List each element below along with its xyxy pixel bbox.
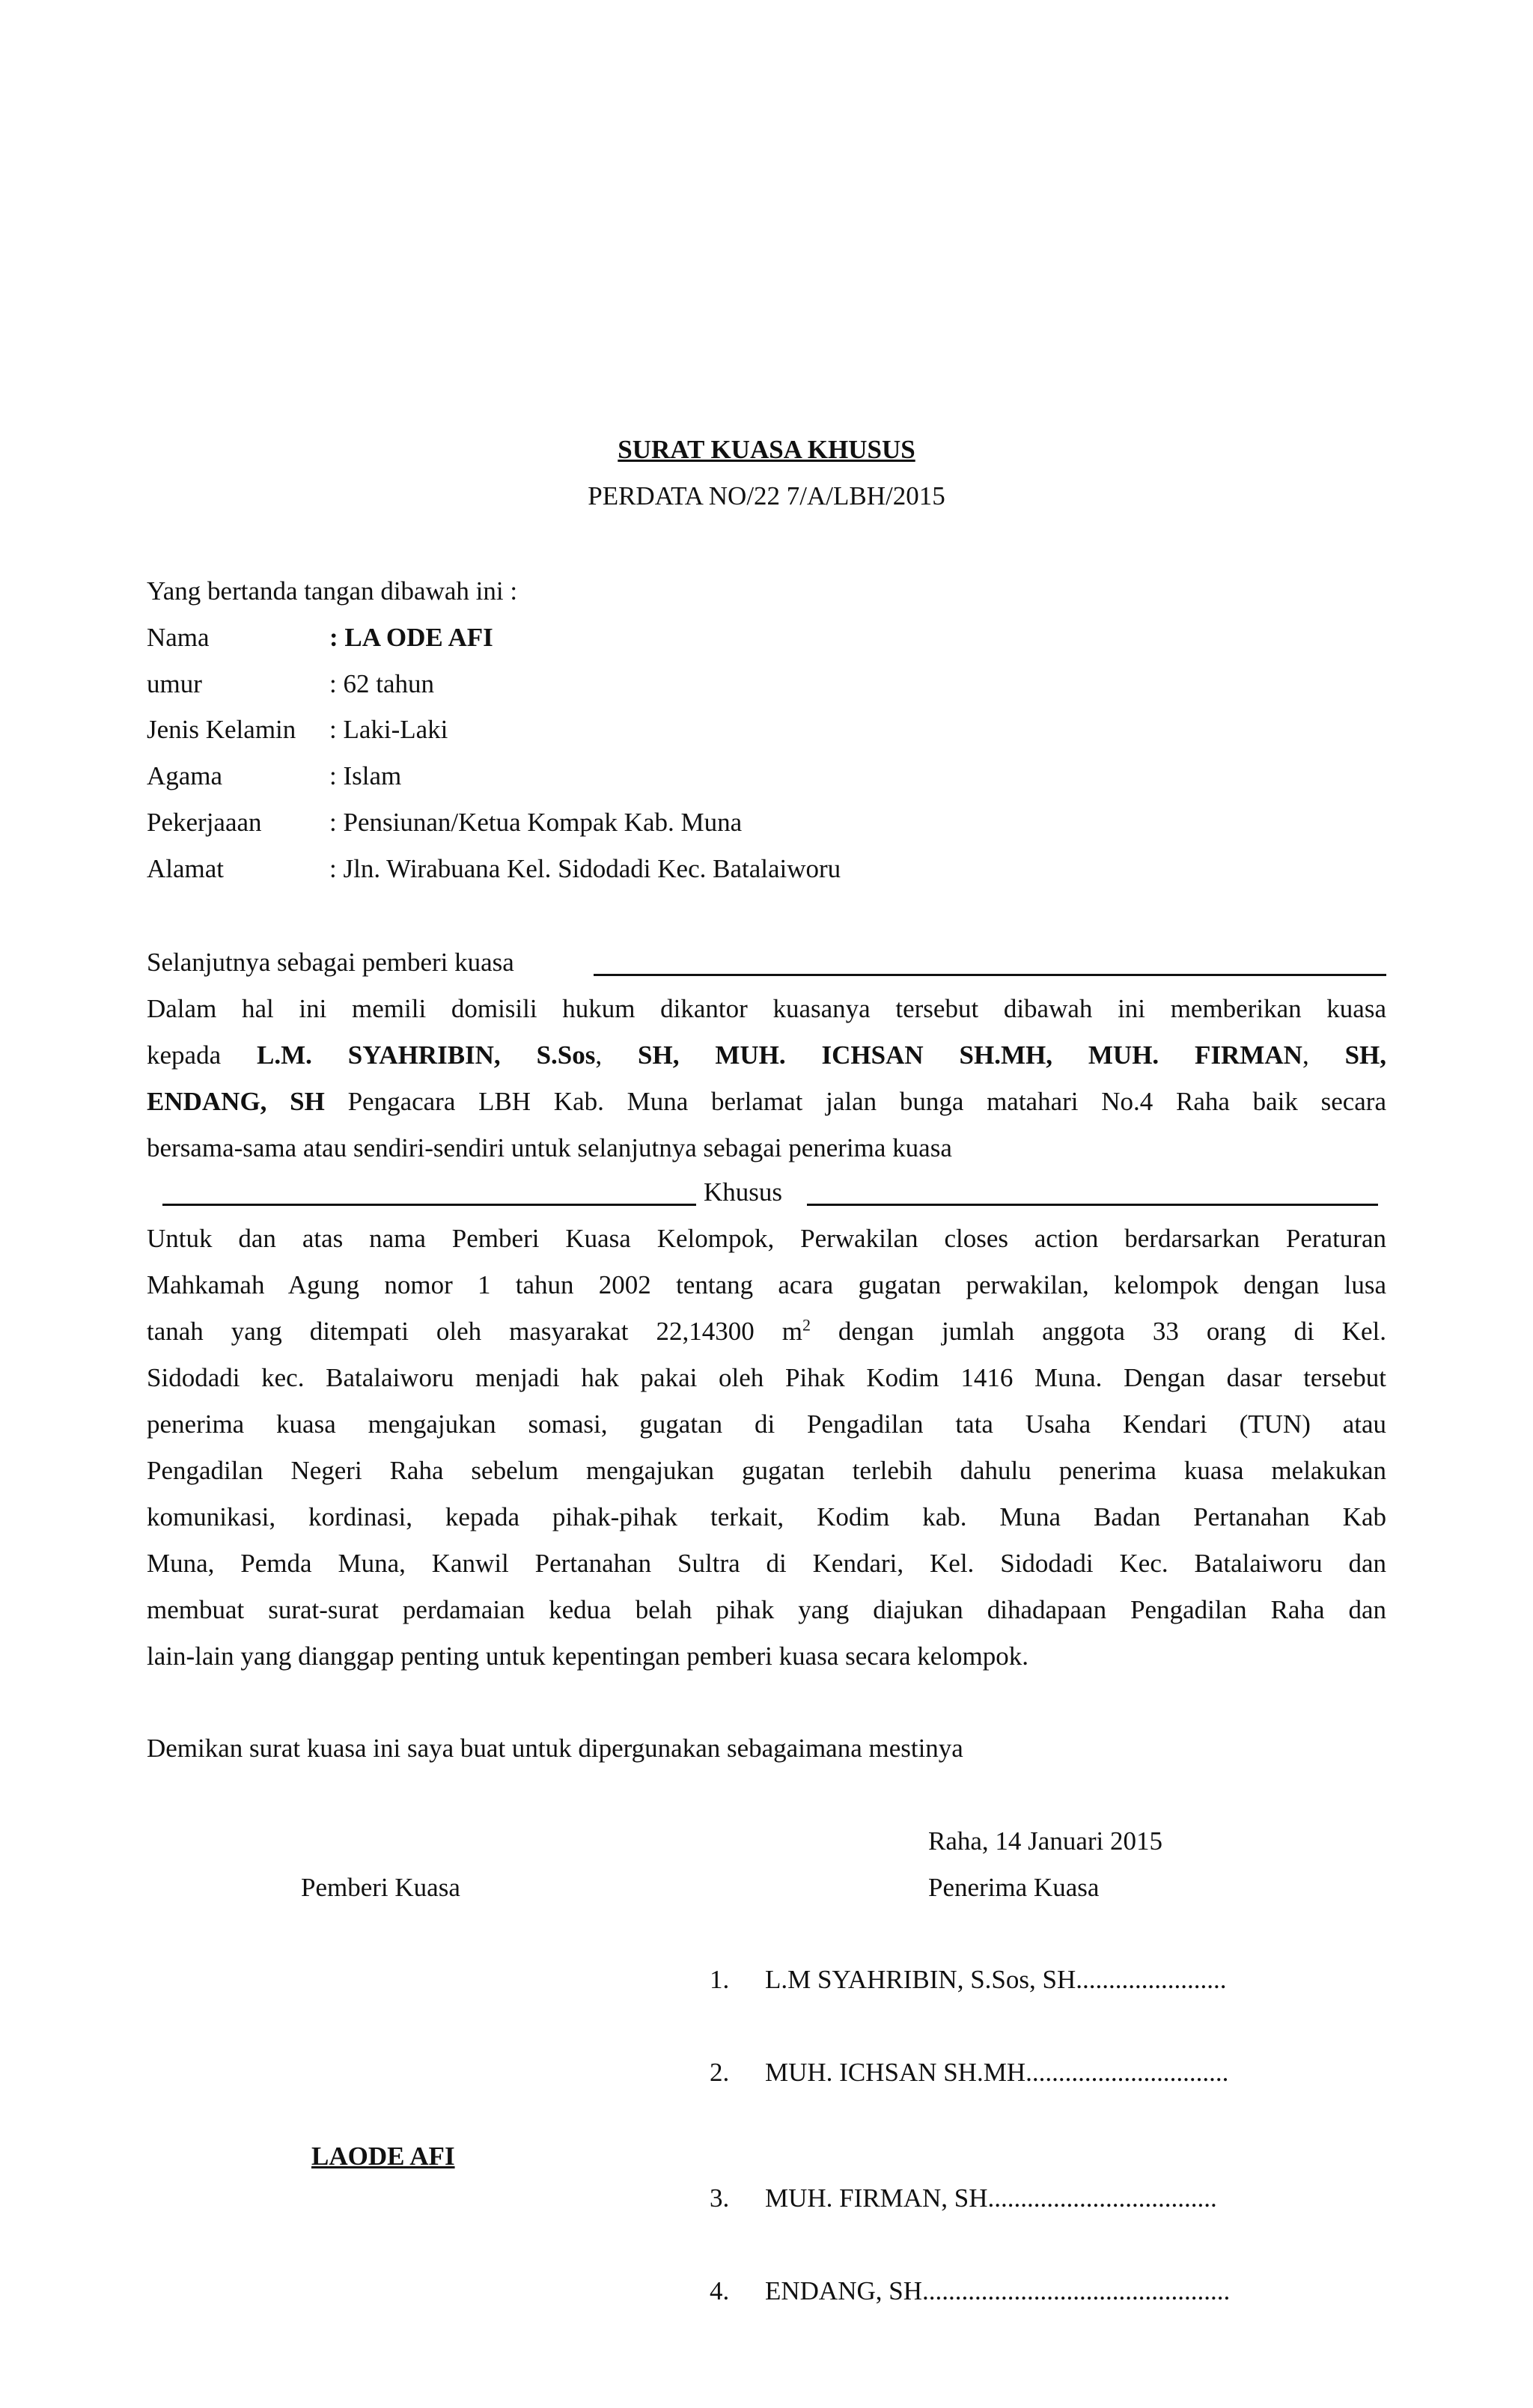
signatory-item [710, 2183, 1217, 2213]
signatory-number: 1. [710, 1965, 730, 1994]
recipient-title-1: SH, [638, 1040, 680, 1070]
signatory-name: MUH. ICHSAN SH.MH............................... [765, 2058, 1229, 2087]
together-line: bersama-sama atau sendiri-sendiri untuk selanjutnya sebagai penerima kuasa [147, 1133, 952, 1162]
special-blank-left [162, 1204, 696, 1206]
intro-text: Yang bertanda tangan dibawah ini : [147, 576, 518, 606]
body-line: penerima kuasa mengajukan somasi, gugatan di Pengadilan tata Usaha Kendari (TUN) atau [147, 1409, 1386, 1439]
special-blank-right [807, 1204, 1378, 1206]
area-line [147, 1315, 1386, 1346]
place-date: Raha, 14 Januari 2015 [928, 1826, 1162, 1856]
recipient-name-1: L.M. SYAHRIBIN, S.Sos [257, 1040, 596, 1070]
signatory-number: 2. [710, 2058, 730, 2087]
signatory-number: 4. [710, 2276, 730, 2305]
recipient-label: Penerima Kuasa [928, 1873, 1100, 1902]
body-line-last: lain-lain yang dianggap penting untuk kepentingan pemberi kuasa secara kelompok. [147, 1642, 1028, 1671]
body-line: Untuk dan atas nama Pemberi Kuasa Kelompok, Perwakilan closes action berdarsarkan Peraturan [147, 1224, 1386, 1253]
grantor-blank-line [594, 974, 1386, 976]
body-line: Sidodadi kec. Batalaiworu menjadi hak pakai oleh Pihak Kodim 1416 Muna. Dengan dasar tersebut [147, 1363, 1386, 1392]
signatory-name: L.M SYAHRIBIN, S.Sos, SH....................... [765, 1965, 1227, 1994]
field-label: Agama [147, 761, 223, 790]
domicile-line: Dalam hal ini memili domisili hukum dikantor kuasanya tersebut dibawah ini memberikan kuasa [147, 994, 1386, 1023]
recipient-name-4: ENDANG, SH [147, 1087, 325, 1116]
endang-line [147, 1088, 1386, 1115]
recipient-separator: , [1302, 1040, 1309, 1070]
body-line: Pengadilan Negeri Raha sebelum mengajukan gugatan terlebih dahulu penerima kuasa melakukan [147, 1456, 1386, 1485]
recipient-name-2: MUH. ICHSAN SH.MH, [715, 1040, 1052, 1070]
field-label: Alamat [147, 854, 225, 883]
endang-line-rest: Pengacara LBH Kab. Muna berlamat jalan bunga matahari No.4 Raha baik secara [347, 1087, 1386, 1116]
signatory-item [710, 2276, 1231, 2305]
field-value: : Pensiunan/Ketua Kompak Kab. Muna [329, 808, 743, 837]
closing-statement: Demikan surat kuasa ini saya buat untuk dipergunakan sebagaimana mestinya [147, 1734, 963, 1763]
body-line: membuat surat-surat perdamaian kedua belah pihak yang diajukan dihadapaan Pengadilan Raha dan [147, 1595, 1386, 1624]
field-value: : 62 tahun [329, 669, 434, 698]
field-value: : Laki-Laki [329, 715, 448, 744]
document-title: SURAT KUASA KHUSUS [618, 435, 915, 464]
grantor-line: Selanjutnya sebagai pemberi kuasa [147, 948, 514, 977]
area-superscript: 2 [802, 1315, 811, 1335]
grantor-label: Pemberi Kuasa [301, 1873, 460, 1902]
field-label: Nama [147, 623, 210, 652]
recipients-prefix: kepada [147, 1040, 222, 1070]
body-line: Mahkamah Agung nomor 1 tahun 2002 tentang acara gugatan perwakilan, kelompok dengan lusa [147, 1270, 1386, 1299]
field-label: Jenis Kelamin [147, 715, 296, 744]
signatory-number: 3. [710, 2183, 730, 2213]
area-line-before: tanah yang ditempati oleh masyarakat 22,14300 m [147, 1317, 802, 1346]
grantor-signature-name: LAODE AFI [311, 2142, 455, 2171]
signatory-item [710, 2058, 1229, 2087]
special-label: Khusus [704, 1177, 783, 1207]
field-label: umur [147, 669, 202, 698]
recipients-line [147, 1042, 1386, 1068]
recipient-title-3: SH, [1344, 1040, 1387, 1070]
signatory-name: ENDANG, SH............................................... [765, 2276, 1231, 2305]
recipient-separator: , [595, 1040, 603, 1070]
signatory-name: MUH. FIRMAN, SH................................... [765, 2183, 1217, 2213]
signatory-item [710, 1965, 1227, 1994]
body-line: komunikasi, kordinasi, kepada pihak-pihak terkait, Kodim kab. Muna Badan Pertanahan Kab [147, 1502, 1386, 1531]
body-line: Muna, Pemda Muna, Kanwil Pertanahan Sultra di Kendari, Kel. Sidodadi Kec. Batalaiworu dan [147, 1549, 1386, 1578]
recipient-name-3: MUH. FIRMAN [1088, 1040, 1302, 1070]
document-number: PERDATA NO/22 7/A/LBH/2015 [588, 481, 945, 510]
field-value: : LA ODE AFI [329, 623, 493, 652]
field-label: Pekerjaaan [147, 808, 262, 837]
field-value: : Islam [329, 761, 402, 790]
field-value: : Jln. Wirabuana Kel. Sidodadi Kec. Batalaiworu [329, 854, 841, 883]
area-line-after: dengan jumlah anggota 33 orang di Kel. [810, 1317, 1386, 1346]
